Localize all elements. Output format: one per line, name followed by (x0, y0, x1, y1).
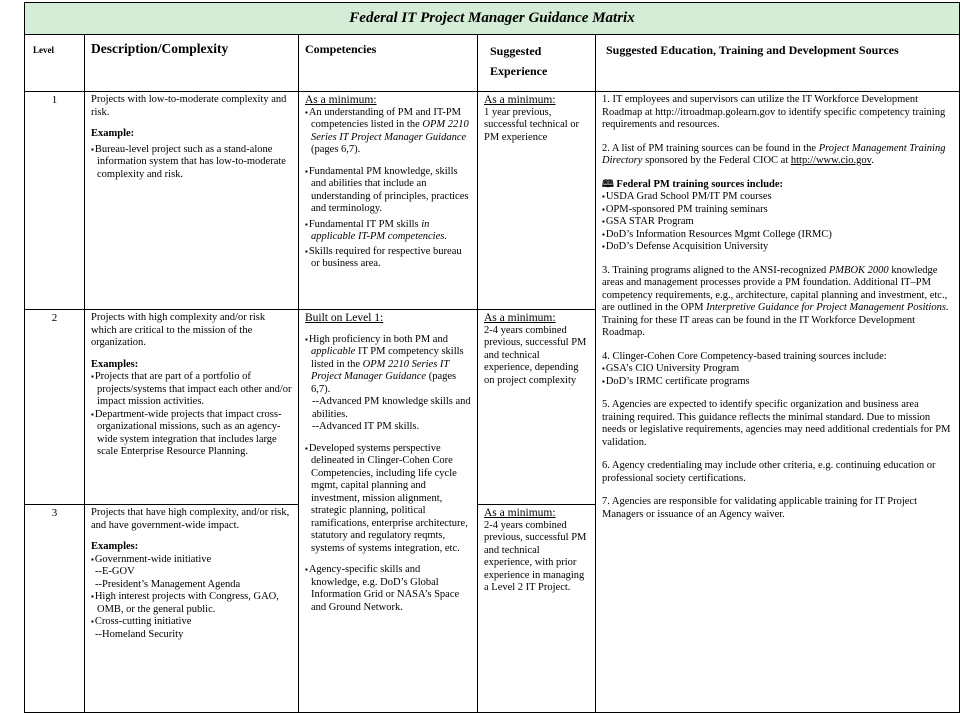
level-3-exp-text: 2-4 years combined previous, successful PM and technical experience, with prior experience in managing a Level 2 IT Project. (484, 519, 587, 593)
level-1-comp-3: ▪ Fundamental IT PM skills in applicable IT-PM competencies. (305, 219, 471, 244)
level-2-example: ▪ Projects that are part of a portfolio of projects/systems that impact each other and/or impact mission activities. (91, 371, 292, 409)
level-1-comp-2: ▪ Fundamental PM knowledge, skills and abilities that include an understanding of principles, practices and terminology. (305, 166, 471, 216)
level-2-experience (478, 310, 596, 505)
header-description: Description/Complexity (85, 35, 299, 92)
level-3-description (85, 505, 299, 713)
header-education: Suggested Education, Training and Development Sources (596, 35, 960, 92)
edu-item-4: 4. Clinger-Cohen Core Competency-based training sources include: (602, 350, 887, 362)
level-1-exp-text: 1 year previous, successful technical or PM experience (484, 106, 580, 143)
level-3-desc-intro: Projects that have high complexity, and/or risk, and have government-wide impact. (91, 507, 290, 531)
level-2-desc-intro: Projects with high complexity and/or risk which are critical to the mission of the organization. (91, 312, 266, 348)
edu-item-7: 7. Agencies are responsible for validating applicable training for IT Project Managers or issuance of an Agency waiver. (602, 496, 917, 520)
header-level: Level (25, 35, 85, 92)
level-1-comp-1: ▪ An understanding of PM and IT-PM competencies listed in the OPM 2210 Series IT Project Manager Guidance (pages 6,7). (305, 107, 471, 157)
header-row (25, 35, 960, 92)
level-3-example-sub: --Homeland Security (95, 628, 184, 640)
header-competencies: Competencies (299, 35, 478, 92)
level-2-comp-1: ▪ High proficiency in both PM and applicable IT PM competency skills listed in the OPM 2210 Series IT Project Manager Guidance (pages 6,7). (305, 334, 471, 397)
level-2-comp-3: ▪ Agency-specific skills and knowledge, e.g. DoD’s Global Information Grid or NASA’s Space and Ground Network. (305, 564, 471, 614)
level-1-comp-4: ▪ Skills required for respective bureau or business area. (305, 246, 471, 271)
header-experience-line2: Experience (490, 64, 548, 78)
level-3-exp-head: As a minimum: (484, 507, 556, 519)
level-2-comp-2: ▪ Developed systems perspective delineated in Clinger-Cohen Core Competencies, including life cycle mgmt, capital planning and investment, mission alignment, strategic planning, political ramifications, enterprise architecture, statutory and regulatory reqmts, systems of systems integration, etc. (305, 443, 471, 556)
level-3-example-sub: --President’s Management Agenda (95, 578, 241, 590)
level-3-example-label: Examples: (91, 541, 139, 552)
level-1-comp-head: As a minimum: (305, 94, 377, 106)
clinger-cohen-source-item: ▪ DoD’s IRMC certificate programs (602, 376, 953, 389)
level-2-description (85, 310, 299, 505)
federal-source-item: ▪ DoD’s Information Resources Mgmt College (IRMC) (602, 229, 953, 242)
level-2-example-label: Examples: (91, 358, 139, 370)
education-sources (596, 92, 960, 713)
edu-item-3: 3. Training programs aligned to the ANSI-recognized PMBOK 2000 knowledge areas and management processes provide a PM foundation. Additional IT–PM competency requirements, e.g., architecture, capital planning and investment, etc., are outlined in the OPM Interpretive Guidance for Project Management Positions. Training for these IT areas can be found in the IT Workforce Development Roadmap. (602, 264, 949, 338)
header-experience-line1: Suggested (490, 44, 542, 58)
level-2-comp-head: Built on Level 1: (305, 312, 384, 324)
guidance-matrix-table (24, 2, 960, 713)
level-1-description (85, 92, 299, 310)
level-1-experience (478, 92, 596, 310)
federal-source-item: ▪ DoD’s Defense Acquisition University (602, 241, 953, 254)
level-2-comp-sub: --Advanced PM knowledge skills and abilities. (312, 396, 471, 420)
level-1-example-label: Example: (91, 128, 135, 139)
edu-item-6: 6. Agency credentialing may include other criteria, e.g. continuing education or professional society certifications. (602, 460, 936, 484)
level-2-exp-head: As a minimum: (484, 312, 556, 324)
level-2-number: 2 (25, 310, 85, 505)
title-row (25, 3, 960, 35)
level-3-example-sub: --E-GOV (95, 566, 135, 577)
level-2-example: ▪ Department-wide projects that impact cross-organizational missions, such as an agency-wide system integration that includes large scale Enterprise Resource Planning. (91, 409, 292, 459)
level-1-number: 1 (25, 92, 85, 310)
level-1-exp-head: As a minimum: (484, 94, 556, 106)
level-2-exp-text: 2-4 years combined previous, successful PM and technical experience, depending on project complexity (484, 324, 587, 386)
clinger-cohen-source-item: ▪ GSA’s CIO University Program (602, 363, 953, 376)
book-icon: 🕮 (602, 178, 614, 190)
level-3-example: ▪ Cross-cutting initiative (91, 616, 292, 629)
level-3-example: ▪ Government-wide initiative (91, 554, 292, 567)
federal-source-item: ▪ OPM-sponsored PM training seminars (602, 204, 953, 217)
header-experience (478, 35, 596, 92)
level-3-experience (478, 505, 596, 713)
level-1-example: ▪ Bureau-level project such as a stand-alone information system that has low-to-moderate complexity and risk. (91, 144, 292, 182)
edu-item-1: 1. IT employees and supervisors can utilize the IT Workforce Development Roadmap at http://itroadmap.golearn.gov to identify specific competency training requirements and resources. (602, 94, 946, 130)
edu-federal-head: 🕮 Federal PM training sources include: (602, 178, 784, 190)
level-1-competencies (299, 92, 478, 310)
edu-item-2: 2. A list of PM training sources can be found in the Project Management Training Directory sponsored by the Federal CIOC at http://www.cio.gov. (602, 142, 946, 166)
level-1-desc-intro: Projects with low-to-moderate complexity and risk. (91, 94, 287, 118)
level-1-row (25, 92, 960, 310)
level-3-example: ▪ High interest projects with Congress, GAO, OMB, or the general public. (91, 591, 292, 616)
level-2-3-competencies (299, 310, 478, 713)
cio-gov-link[interactable]: http://www.cio.gov (790, 155, 872, 166)
matrix-title: Federal IT Project Manager Guidance Matrix (25, 3, 960, 35)
edu-item-5: 5. Agencies are expected to identify specific organization and business area training required. This guidance reflects the minimal standard. Due to mission needs or legislative requirements, agencies may need additional credentials for PM validation. (602, 399, 951, 448)
federal-source-item: ▪ USDA Grad School PM/IT PM courses (602, 191, 953, 204)
level-3-number: 3 (25, 505, 85, 713)
level-2-comp-sub: --Advanced IT PM skills. (312, 421, 420, 432)
federal-source-item: ▪ GSA STAR Program (602, 216, 953, 229)
